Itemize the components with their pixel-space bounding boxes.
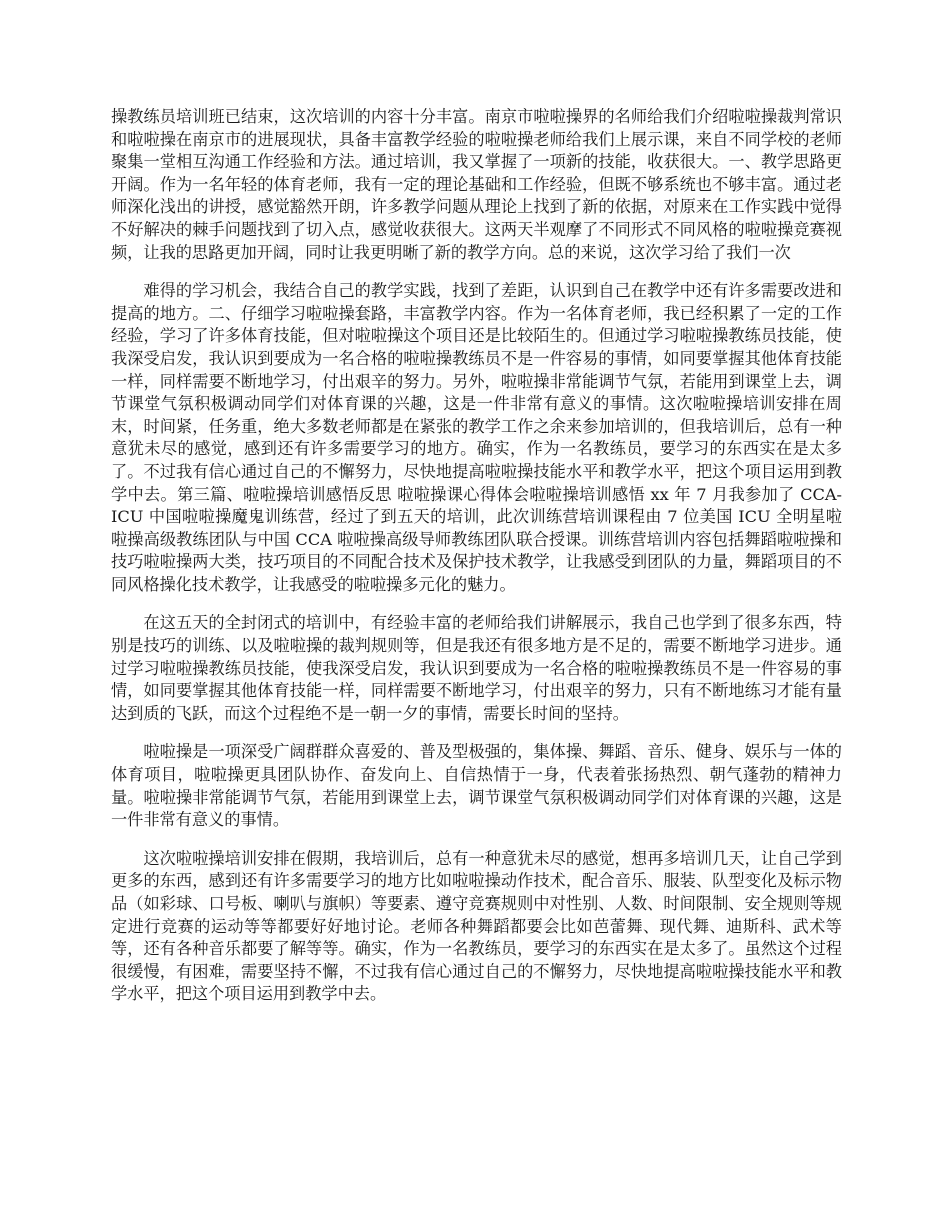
paragraph-5: 这次啦啦操培训安排在假期，我培训后，总有一种意犹未尽的感觉，想再多培训几天，让自己学到更多的东西，感到还有许多需要学习的地方比如啦啦操动作技术，配合音乐、服装、队型变化及标示物品（如彩球、口号板、喇叭与旗帜）等要素、遵守竞赛规则中对性别、人数、时间限制、安全规则等规定进行竞赛的运动等等都要好好地讨论。老师各种舞蹈都要会比如芭蕾舞、现代舞、迪斯科、武术等等，还有各种音乐都要了解等等。确实，作为一名教练员，要学习的东西实在是太多了。虽然这个过程很缓慢，有困难，需要坚持不懈，不过我有信心通过自己的不懈努力，尽快地提高啦啦操技能水平和教学水平，把这个项目运用到教学中去。 [111,848,842,1004]
paragraph-3: 在这五天的全封闭式的培训中，有经验丰富的老师给我们讲解展示，我自己也学到了很多东西，特别是技巧的训练、以及啦啦操的裁判规则等，但是我还有很多地方是不足的，需要不断地学习进步。通过学习啦啦操教练员技能，使我深受启发，我认识到要成为一名合格的啦啦操教练员不是一件容易的事情，如同要掌握其他体育技能一样，同样需要不断地学习，付出艰辛的努力，只有不断地练习才能有量达到质的飞跃，而这个过程绝不是一朝一夕的事情，需要长时间的坚持。 [111,613,842,723]
paragraph-1: 操教练员培训班已结束，这次培训的内容十分丰富。南京市啦啦操界的名师给我们介绍啦啦操裁判常识和啦啦操在南京市的进展现状，具备丰富教学经验的啦啦操老师给我们上展示课，来自不同学校的老师聚集一堂相互沟通工作经验和方法。通过培训，我又掌握了一项新的技能，收获很大。一、教学思路更开阔。作为一名年轻的体育老师，我有一定的理论基础和工作经验，但既不够系统也不够丰富。通过老师深化浅出的讲授，感觉豁然开朗，许多教学问题从理论上找到了新的依据，对原来在工作实践中觉得不好解决的棘手问题找到了切入点，感觉收获很大。这两天半观摩了不同形式不同风格的啦啦操竞赛视频，让我的思路更加开阔，同时让我更明晰了新的教学方向。总的来说，这次学习给了我们一次 [111,107,842,262]
paragraph-2: 难得的学习机会，我结合自己的教学实践，找到了差距，认识到自己在教学中还有许多需要改进和提高的地方。二、仔细学习啦啦操套路，丰富教学内容。作为一名体育老师，我已经积累了一定的工作经验，学习了许多体育技能，但对啦啦操这个项目还是比较陌生的。但通过学习啦啦操教练员技能，使我深受启发，我认识到要成为一名合格的啦啦操教练员不是一件容易的事情，如同要掌握其他体育技能一样，同样需要不断地学习，付出艰辛的努力。另外，啦啦操非常能调节气氛，若能用到课堂上去，调节课堂气氛积极调动同学们对体育课的兴趣，这是一件非常有意义的事情。这次啦啦操培训安排在周末，时间紧，任务重，绝大多数老师都是在紧张的教学工作之余来参加培训的，但我培训后，总有一种意犹未尽的感觉，感到还有许多需要学习的地方。确实，作为一名教练员，要学习的东西实在是太多了。不过我有信心通过自己的不懈努力，尽快地提高啦啦操技能水平和教学水平，把这个项目运用到教学中去。第三篇、啦啦操培训感悟反思 啦啦操课心得体会啦啦操培训感悟 xx 年 7 月我参加了 CCA-ICU 中国啦啦操魔鬼训练营，经过了到五天的培训，此次训练营培训课程由 7 位美国 ICU 全明星啦啦操高级教练团队与中国 CCA 啦啦操高级导师教练团队联合授课。训练营培训内容包括舞蹈啦啦操和技巧啦啦操两大类，技巧项目的不同配合技术及保护技术教学，让我感受到团队的力量，舞蹈项目的不同风格操化技术教学，让我感受的啦啦操多元化的魅力。 [111,281,842,594]
document-body [111,106,842,1022]
paragraph-4: 啦啦操是一项深受广阔群群众喜爱的、普及型极强的，集体操、舞蹈、音乐、健身、娱乐与一体的体育项目，啦啦操更具团队协作、奋发向上、自信热情于一身，代表着张扬热烈、朝气蓬勃的精神力量。啦啦操非常能调节气氛，若能用到课堂上去，调节课堂气氛积极调动同学们对体育课的兴趣，这是一件非常有意义的事情。 [111,742,842,830]
